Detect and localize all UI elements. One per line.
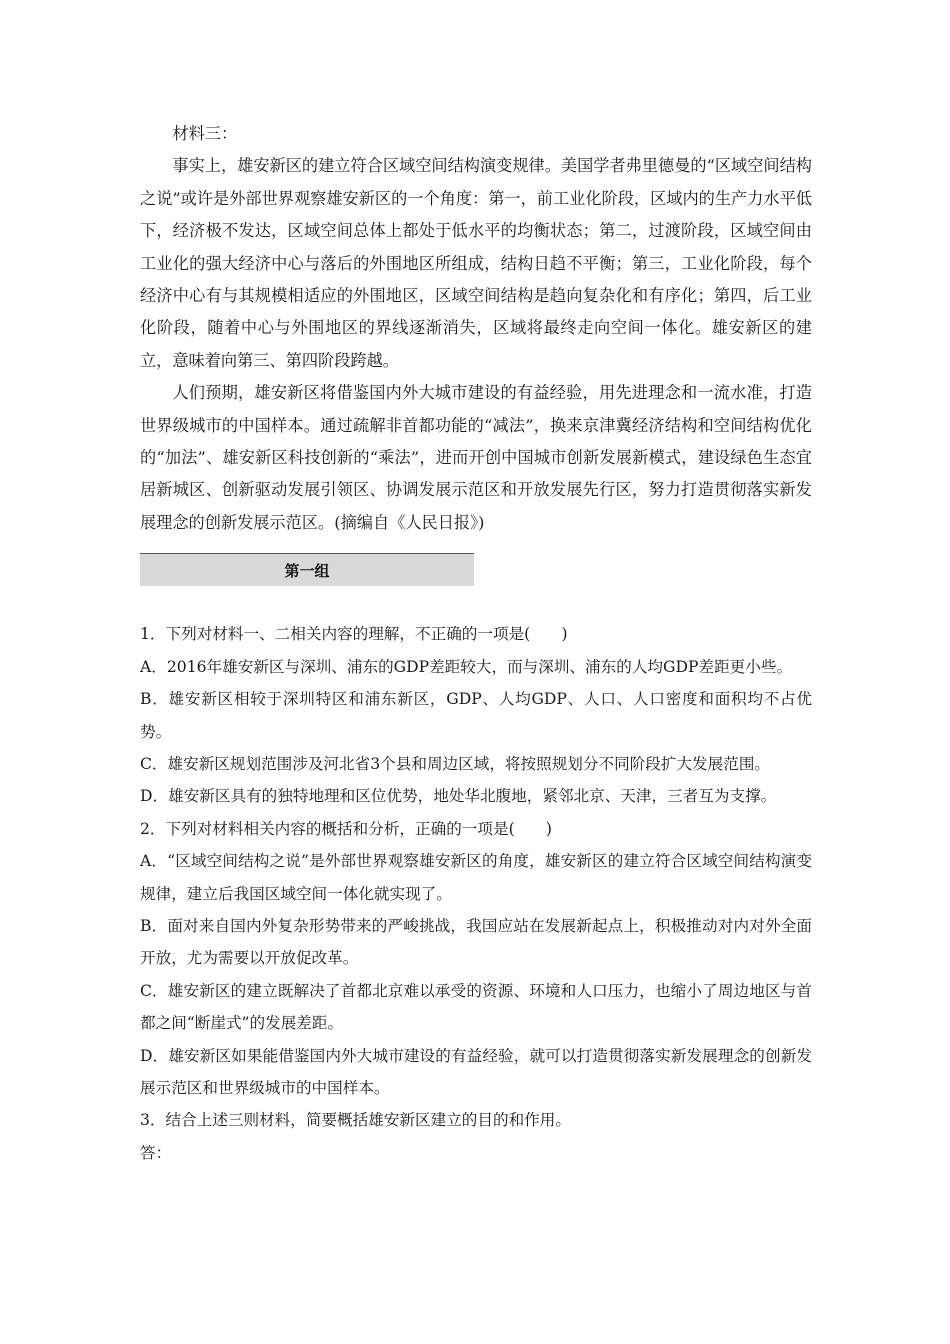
question-1-option-c: C．雄安新区规划范围涉及河北省3个县和周边区域，将按照规划分不同阶段扩大发展范围。	[140, 754, 771, 773]
page-content	[140, 118, 812, 1169]
material3-heading: 材料三：	[172, 124, 238, 143]
question-3-stem: 3．结合上述三则材料，简要概括雄安新区建立的目的和作用。	[140, 1111, 571, 1130]
question-list	[140, 618, 812, 1169]
question-2-option-a: A．“区域空间结构之说”是外部世界观察雄安新区的角度，雄安新区的建立符合区域空间结构演变规律，建立后我国区域空间一体化就实现了。	[140, 852, 812, 903]
question-1-stem: 1．下列对材料一、二相关内容的理解，不正确的一项是( )	[140, 625, 568, 644]
material3-paragraph-2: 人们预期，雄安新区将借鉴国内外大城市建设的有益经验，用先进理念和一流水准，打造世界级城市的中国样本。通过疏解非首都功能的“减法”，换来京津冀经济结构和空间结构优化的“加法”、雄安新区科技创新的“乘法”，进而开创中国城市创新发展新模式，建设绿色生态宜居新城区、创新驱动发展引领区、协调发展示范区和开放发展先行区，努力打造贯彻落实新发展理念的创新发展示范区。(摘编自《人民日报》)	[140, 383, 812, 532]
section-title: 第一组	[284, 561, 330, 580]
question-2-option-b: B．面对来自国内外复杂形势带来的严峻挑战，我国应站在发展新起点上，积极推动对内对外全面开放，尤为需要以开放促改革。	[140, 916, 812, 968]
material3-paragraph-1: 事实上，雄安新区的建立符合区域空间结构演变规律。美国学者弗里德曼的“区域空间结构之说”或许是外部世界观察雄安新区的一个角度：第一，前工业化阶段，区域内的生产力水平低下，经济极不发达，区域空间总体上都处于低水平的均衡状态；第二，过渡阶段，区域空间由工业化的强大经济中心与落后的外围地区所组成，结构日趋不平衡；第三，工业化阶段，每个经济中心有与其规模相适应的外围地区，区域空间结构是趋向复杂化和有序化；第四，后工业化阶段，随着中心与外围地区的界线逐渐消失，区域将最终走向空间一体化。雄安新区的建立，意味着向第三、第四阶段跨越。	[140, 156, 812, 370]
section-title-banner	[140, 553, 474, 586]
question-1-option-a: A．2016年雄安新区与深圳、浦东的GDP差距较大，而与深圳、浦东的人均GDP差距更小些。	[140, 657, 793, 676]
answer-label: 答：	[140, 1143, 172, 1162]
question-1-option-b: B．雄安新区相较于深圳特区和浦东新区，GDP、人均GDP、人口、人口密度和面积均不占优势。	[140, 690, 812, 741]
question-2-stem: 2．下列对材料相关内容的概括和分析，正确的一项是( )	[140, 819, 552, 838]
question-2-option-c: C．雄安新区的建立既解决了首都北京难以承受的资源、环境和人口压力，也缩小了周边地区与首都之间“断崖式”的发展差距。	[140, 981, 812, 1033]
question-2-option-d: D．雄安新区如果能借鉴国内外大城市建设的有益经验，就可以打造贯彻落实新发展理念的创新发展示范区和世界级城市的中国样本。	[140, 1046, 812, 1097]
question-1-option-d: D．雄安新区具有的独特地理和区位优势，地处华北腹地，紧邻北京、天津，三者互为支撑。	[140, 787, 777, 806]
